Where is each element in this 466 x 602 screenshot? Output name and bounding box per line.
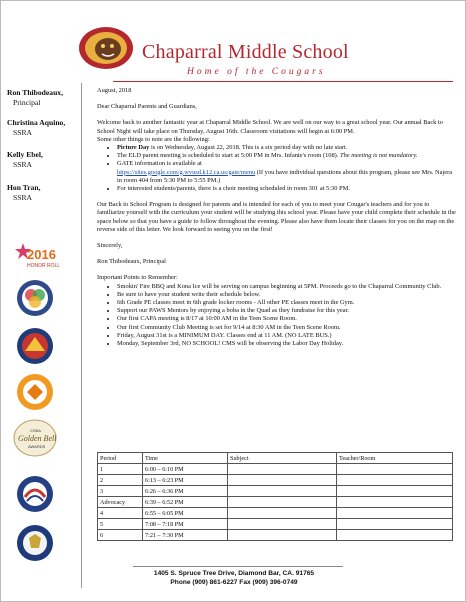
schedule-table xyxy=(97,452,453,541)
letter-closing: Sincerely, xyxy=(97,242,123,250)
school-tagline: Home of the Cougars xyxy=(187,67,326,77)
table-row xyxy=(98,530,453,541)
teacher-room-cell[interactable] xyxy=(337,508,453,519)
period-cell: 3 xyxy=(98,486,143,497)
subject-cell[interactable] xyxy=(228,508,337,519)
cougar-logo-icon xyxy=(78,25,134,71)
column-header: Subject xyxy=(228,453,337,464)
staff-role: SSRA xyxy=(13,160,32,169)
staff-ssra-3 xyxy=(7,183,40,203)
golden-bell-award-icon xyxy=(13,419,57,457)
teacher-room-cell[interactable] xyxy=(337,497,453,508)
table-row xyxy=(98,497,453,508)
letter-signature: Ron Thibodeaux, Principal xyxy=(97,258,166,266)
letter-body xyxy=(97,87,457,348)
list-item: • 6th Grade PE classes meet in 6th grade locker rooms - All other PE classes meet in the Gym. xyxy=(117,299,457,307)
column-header: Time xyxy=(143,453,228,464)
subject-cell[interactable] xyxy=(228,519,337,530)
program-paragraph: Our Back to School Program is designed for parents and is intended for each of you to meet your Cougar's teachers and for you to familiarize yourself with the curriculum your student will be studying this school year. Please have your child complete their schedule in the space below so that you have a guide to follow throughout the evening. Please also have them locate their classes for you on the map on the reverse side of this letter. We look forward to seeing you on the first! xyxy=(97,201,456,233)
table-row xyxy=(98,464,453,475)
important-title: Important Points to Remember: xyxy=(97,274,178,282)
period-cell: 2 xyxy=(98,475,143,486)
teacher-room-cell[interactable] xyxy=(337,519,453,530)
footer xyxy=(1,569,466,587)
staff-role: SSRA xyxy=(13,193,32,202)
time-cell: 7:08 – 7:18 PM xyxy=(143,519,228,530)
golden-bell-line1: CSBA xyxy=(30,428,41,433)
notes-list xyxy=(97,144,457,193)
list-item: • Monday, September 3rd, NO SCHOOL! CMS will be observing the Labor Day Holiday. xyxy=(117,340,457,348)
time-cell: 6:55 – 6:05 PM xyxy=(143,508,228,519)
footer-phone: Phone (909) 861-6227 Fax (909) 396-0749 xyxy=(170,579,298,586)
subject-cell[interactable] xyxy=(228,475,337,486)
seal-award-icon-1 xyxy=(13,279,57,317)
period-cell: 5 xyxy=(98,519,143,530)
table-row xyxy=(98,475,453,486)
list-item: • Our first CAPA meeting is 8/17 at 10:00 AM in the Teen Scene Room. xyxy=(117,315,457,323)
time-cell: 6:26 – 6:36 PM xyxy=(143,486,228,497)
seal-award-icon-4 xyxy=(13,475,57,513)
footer-address: 1405 S. Spruce Tree Drive, Diamond Bar, CA. 91765 xyxy=(153,570,315,577)
golden-bell-line2: Golden Bell xyxy=(18,434,57,443)
table-row xyxy=(98,519,453,530)
column-header: Period xyxy=(98,453,143,464)
header-divider xyxy=(113,81,453,82)
staff-name: Ron Thibodeaux, xyxy=(7,88,63,97)
staff-ssra-1 xyxy=(7,118,65,138)
teacher-room-cell[interactable] xyxy=(337,486,453,497)
time-cell: 6:00 – 6:10 PM xyxy=(143,464,228,475)
period-cell: 1 xyxy=(98,464,143,475)
letter-intro: Welcome back to another fantastic year at Chaparral Middle School. We are well on our way to a great school year. Our annual Back to School Night will take place on Thursday, August 16th. Classroom visitations will begin at 6:00 PM. xyxy=(97,119,443,135)
golden-bell-line3: AWARDS xyxy=(28,444,46,449)
table-row xyxy=(98,486,453,497)
sidebar-divider xyxy=(81,83,82,588)
seal-award-icon-3 xyxy=(13,373,57,411)
notes-intro: Some other things to note are the following: xyxy=(97,135,210,143)
column-header: Teacher/Room xyxy=(337,453,453,464)
list-item: • Picture Day is on Wednesday, August 22, 2018. This is a six period day with no late start. xyxy=(117,144,457,152)
honor-roll-award-icon xyxy=(13,237,63,275)
period-cell: Advocacy xyxy=(98,497,143,508)
footer-divider xyxy=(133,566,343,567)
teacher-room-cell[interactable] xyxy=(337,530,453,541)
list-item: • Smokin' Fire BBQ and Kona Ice will be serving on campus beginning at 5PM. Proceeds go to the Chaparral Community Club. xyxy=(117,283,457,291)
list-item: • The ELD parent meeting is scheduled to start at 5:00 PM in Mrs. Infante's room (108). The meeting is not mandatory. xyxy=(117,152,457,160)
staff-name: Hon Tran, xyxy=(7,183,41,192)
list-item: • Our first Community Club Meeting is set for 9/14 at 8:30 AM in the Teen Scene Room. xyxy=(117,324,457,332)
letter-date: August, 2018 xyxy=(97,87,132,94)
list-item: • For interested students/parents, there is a choir meeting scheduled in room 301 at 5:30 PM. xyxy=(117,185,457,193)
staff-ssra-2 xyxy=(7,150,43,170)
letter-salutation: Dear Chaparral Parents and Guardians, xyxy=(97,103,197,111)
period-cell: 4 xyxy=(98,508,143,519)
important-list xyxy=(97,283,457,349)
subject-cell[interactable] xyxy=(228,486,337,497)
gate-link[interactable]: https://sites.google.com/g.wvusd.k12.ca.us/gate/menu xyxy=(117,168,256,176)
table-row xyxy=(98,508,453,519)
school-name: Chaparral Middle School xyxy=(142,41,349,63)
seal-award-icon-2 xyxy=(13,327,57,365)
subject-cell[interactable] xyxy=(228,497,337,508)
staff-principal xyxy=(7,88,63,108)
list-item: • Friday, August 31st is a MINIMUM DAY. Classes end at 11 AM. (NO LATE BUS.) xyxy=(117,332,457,340)
subject-cell[interactable] xyxy=(228,530,337,541)
staff-role: Principal xyxy=(13,98,41,107)
list-item: • Support our PAWS Mentors by enjoying a boba in the Quad as they fundraise for this year. xyxy=(117,307,457,315)
staff-role: SSRA xyxy=(13,128,32,137)
time-cell: 7:21 – 7:30 PM xyxy=(143,530,228,541)
time-cell: 6:39 – 6:52 PM xyxy=(143,497,228,508)
subject-cell[interactable] xyxy=(228,464,337,475)
time-cell: 6:13 – 6:23 PM xyxy=(143,475,228,486)
period-cell: 6 xyxy=(98,530,143,541)
staff-name: Kelly Ebel, xyxy=(7,150,43,159)
letterhead xyxy=(1,1,466,81)
seal-award-icon-5 xyxy=(13,524,57,562)
table-header-row xyxy=(98,453,453,464)
teacher-room-cell[interactable] xyxy=(337,464,453,475)
list-item: • GATE information is available at https://sites.google.com/g.wvusd.k12.ca.us/gate/menu (If you have individual questions about this program, please see Mrs. Najera in room 404 from 5:30 PM to 5:55 PM.) xyxy=(117,160,457,185)
honor-roll-label: HONOR ROLL xyxy=(27,263,61,269)
list-item: • Be sure to have your student write their schedule below. xyxy=(117,291,457,299)
staff-name: Christina Aquino, xyxy=(7,118,66,127)
teacher-room-cell[interactable] xyxy=(337,475,453,486)
honor-roll-year: 2016 xyxy=(27,247,56,262)
